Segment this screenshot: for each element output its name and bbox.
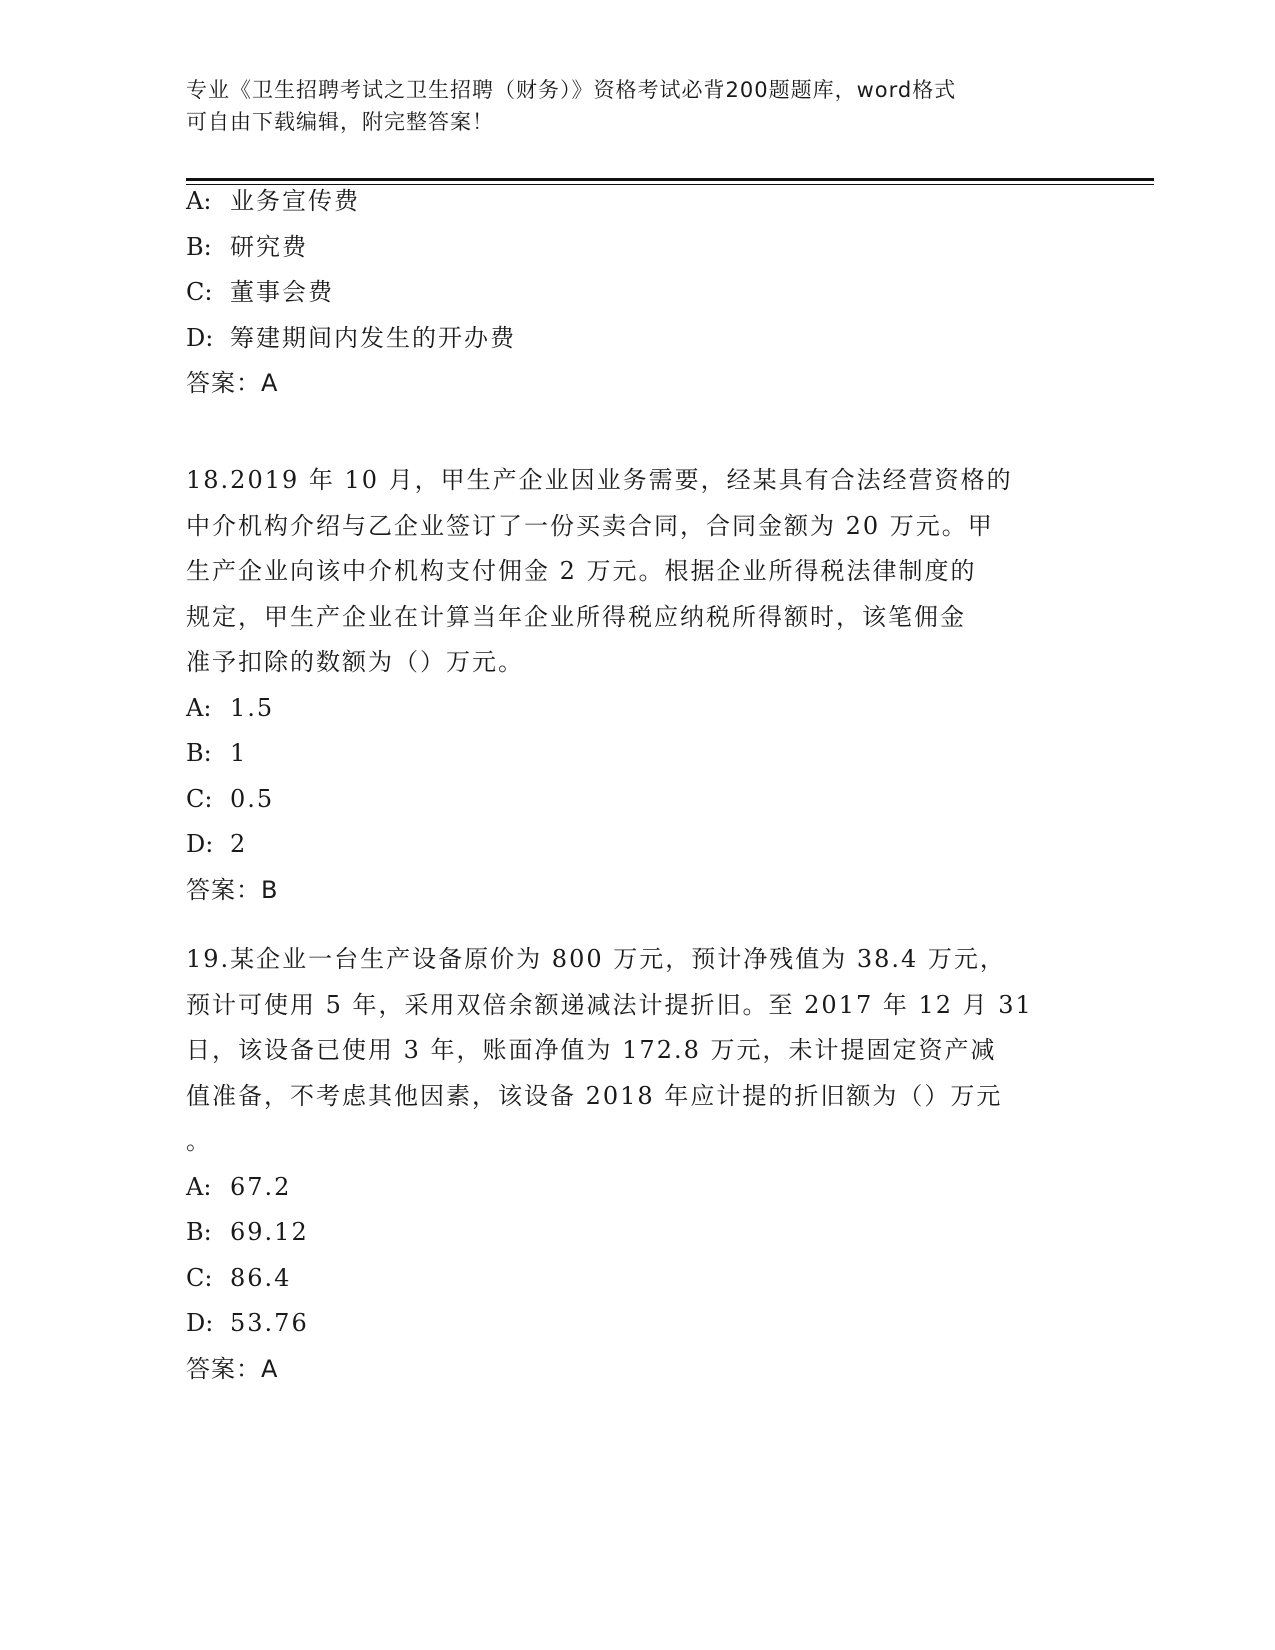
option-text: 业务宣传费 [230, 187, 360, 215]
option-text: 69.12 [230, 1218, 309, 1246]
option-label: A: [186, 1172, 212, 1201]
option-b [186, 731, 1086, 777]
question-text-line: 中介机构介绍与乙企业签订了一份买卖合同，合同金额为 20 万元。甲 [186, 511, 994, 540]
option-text: 研究费 [230, 232, 308, 261]
option-a [186, 686, 1086, 732]
question-text-line: 规定，甲生产企业在计算当年企业所得税应纳税所得额时，该笔佣金 [186, 602, 966, 631]
option-label: D: [186, 1309, 214, 1337]
option-text: 董事会费 [230, 278, 334, 306]
option-text: 53.76 [230, 1309, 309, 1337]
option-text: 1.5 [230, 693, 275, 722]
option-label: A: [186, 187, 212, 215]
option-d [186, 316, 1086, 362]
option-b [186, 1210, 1086, 1256]
option-text: 67.2 [230, 1172, 292, 1201]
question-text-line: 预计可使用 5 年，采用双倍余额递减法计提折旧。至 2017 年 12 月 31 [186, 990, 1033, 1019]
answer-line: 答案：A [186, 369, 279, 397]
option-c [186, 777, 1086, 823]
question-19 [186, 937, 1086, 1392]
question-text-line: 18.2019 年 10 月，甲生产企业因业务需要，经某具有合法经营资格的 [186, 466, 1013, 494]
option-label: D: [186, 323, 214, 352]
option-d [186, 822, 1086, 868]
document-header [186, 74, 1086, 138]
question-text-line: 。 [186, 1127, 212, 1155]
answer-line: 答案：A [186, 1354, 279, 1383]
option-a [186, 1165, 1086, 1211]
option-label: C: [186, 784, 213, 813]
option-text: 2 [230, 830, 248, 858]
option-label: D: [186, 830, 214, 858]
question-text-line: 日，该设备已使用 3 年，账面净值为 172.8 万元，未计提固定资产减 [186, 1036, 997, 1064]
question-text-line: 值准备，不考虑其他因素，该设备 2018 年应计提的折旧额为（）万元 [186, 1081, 1003, 1110]
option-text: 86.4 [230, 1263, 292, 1292]
option-text: 0.5 [230, 784, 275, 813]
option-d [186, 1301, 1086, 1347]
header-line-2: 可自由下载编辑，附完整答案！ [186, 110, 494, 134]
question-text-line: 生产企业向该中介机构支付佣金 2 万元。根据企业所得税法律制度的 [186, 557, 977, 585]
option-label: B: [186, 1218, 212, 1246]
question-text-line: 19.某企业一台生产设备原价为 800 万元，预计净残值为 38.4 万元， [186, 945, 1006, 973]
question-text-line: 准予扣除的数额为（）万元。 [186, 648, 524, 676]
option-label: B: [186, 739, 212, 767]
option-text: 筹建期间内发生的开办费 [230, 323, 516, 352]
header-line-1: 专业《卫生招聘考试之卫生招聘（财务）》资格考试必背200题题库，word格式 [186, 78, 957, 102]
option-b [186, 225, 1086, 271]
option-label: B: [186, 232, 212, 261]
question-17 [186, 179, 1086, 407]
option-label: A: [186, 693, 212, 722]
option-label: C: [186, 1263, 213, 1292]
option-text: 1 [230, 739, 248, 767]
option-c [186, 1256, 1086, 1302]
option-label: C: [186, 278, 213, 306]
answer-line: 答案：B [186, 875, 279, 904]
option-a [186, 179, 1086, 225]
question-18 [186, 458, 1086, 913]
option-c [186, 270, 1086, 316]
